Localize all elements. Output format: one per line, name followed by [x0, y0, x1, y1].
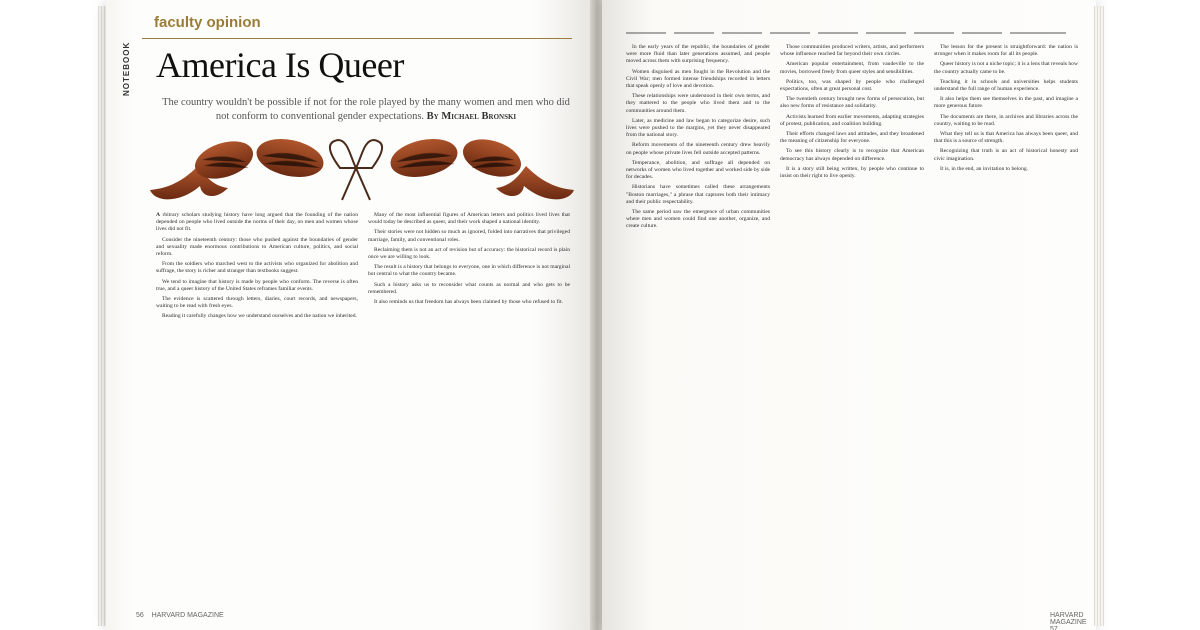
- byline: By Michael Bronski: [426, 111, 517, 122]
- folio-number: 56: [136, 612, 144, 619]
- magazine-spread: [98, 0, 1102, 630]
- body-column: Those communities produced writers, artists, and performers whose influence reached far beyond their own circles. American popular entertainment, from vaudeville to the movies, borrowed freely from queer styles and sensibilities. Politics, too, was shaped by people who challenged expectations, often at great personal cost. The twentieth century brought new forms of persecution, but also new forms of resistance and solidarity. Activists learned from earlier movements, adapting strategies of protest, publication, and coalition building. Their efforts changed laws and attitudes, and they broadened the meaning of citizenship for everyone. To see this history clearly is to recognize that American democracy has always depended on difference. It is a story still being written, by people who continue to insist on their right to live openly.: [780, 44, 924, 180]
- article-body-right: [626, 44, 1078, 608]
- page-edges-right: [1094, 6, 1104, 626]
- left-folio: [136, 612, 224, 619]
- body-column: A rbitrary scholars studying history have long argued that the founding of the nation depended on people who lived outside the norms of their day, on men and women whose lives did not fit. Consider the nineteenth century: those who pushed against the boundaries of gender and sexuality made enormous contributions to American culture, politics, and social reform. From the soldiers who marched west to the activists who organized for abolition and suffrage, the story is richer and stranger than textbooks suggest. We tend to imagine that history is made by people who conform. The reverse is often true, and a queer history of the United States reframes familiar events. The evidence is scattered through letters, diaries, court records, and newspapers, waiting to be read with fresh eyes. Reading it carefully changes how we understand ourselves and the nation we inherited.: [156, 212, 358, 320]
- article-deck: [156, 96, 576, 124]
- section-vertical-label: NOTEBOOK: [122, 41, 131, 96]
- folio-number: 57: [1050, 626, 1058, 630]
- article-headline: America Is Queer: [156, 45, 404, 85]
- running-footer: HARVARD MAGAZINE: [1050, 612, 1087, 626]
- body-column: Many of the most influential figures of American letters and politics lived lives that would today be described as queer, and their work shaped a national identity. Their stories were not hidden so much as ignored, folded into narratives that privileged marriage, family, and conventional roles. Reclaiming them is not an act of revision but of accuracy: the historical record is plain once we are willing to look. The result is a history that belongs to everyone, one in which difference is not marginal but central to what the country became. Such a history asks us to reconsider what counts as normal and who gets to be remembered. It also reminds us that freedom has always been claimed by those who refused to fit.: [368, 212, 570, 306]
- mustache-illustration: [142, 128, 582, 208]
- article-body-left: [156, 212, 570, 606]
- section-tag: faculty opinion: [154, 14, 261, 31]
- deck-text: The country wouldn't be possible if not for the role played by the many women and men who did not conform to conventional gender expectations.: [162, 97, 570, 122]
- body-column: In the early years of the republic, the boundaries of gender were more fluid than later generations assumed, and people moved across them with surprising frequency. Women disguised as men fought in the Revolution and the Civil War; men formed intense friendships recorded in letters that speak openly of love and devotion. These relationships were understood in their own terms, and they mattered to the people who lived them and to the communities around them. Later, as medicine and law began to categorize desire, such lives were pushed to the margins, yet they never disappeared from the national story. Reform movements of the nineteenth century drew heavily on people whose private lives fell outside accepted patterns. Temperance, abolition, and suffrage all depended on networks of women who lived together and worked side by side for decades. Historians have sometimes called these arrangements "Boston marriages," a phrase that captures both their intimacy and their public respectability. The same period saw the emergence of urban communities where men and women could find one another, organize, and create culture.: [626, 44, 770, 230]
- decorative-rule: [626, 30, 1066, 36]
- right-page: [602, 0, 1096, 630]
- body-column: The lesson for the present is straightforward: the nation is stronger when it makes room for all its people. Queer history is not a niche topic; it is a lens that reveals how the country actually came to be. Teaching it in schools and universities helps students understand the full range of human experience. It also helps them see themselves in the past, and imagine a more generous future. The documents are there, in archives and libraries across the country, waiting to be read. What they tell us is that America has always been queer, and that this is a source of strength. Recognizing that truth is an act of historical honesty and civic imagination. It is, in the end, an invitation to belong.: [934, 44, 1078, 172]
- top-rule: [142, 38, 572, 39]
- left-page: [106, 0, 592, 630]
- right-folio: [1050, 612, 1096, 630]
- running-footer: HARVARD MAGAZINE: [151, 612, 224, 619]
